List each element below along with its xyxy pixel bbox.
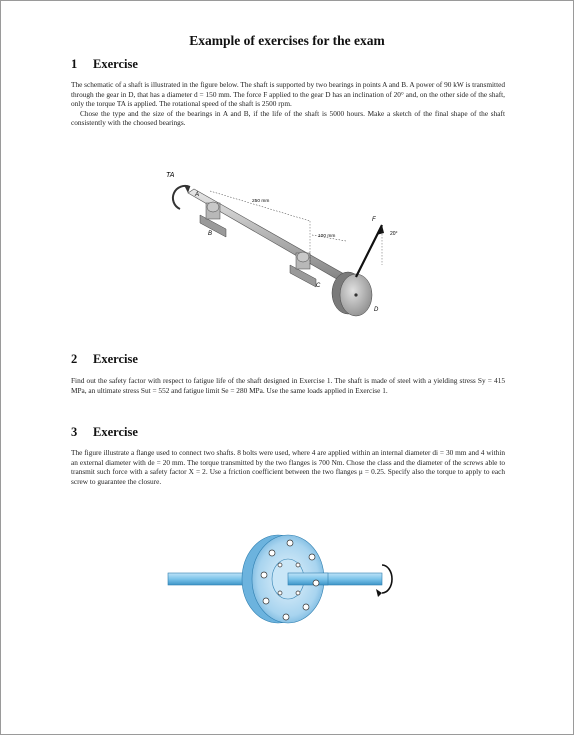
exercise-1-number: 1 bbox=[71, 57, 78, 71]
dim-100-label: 100 mm bbox=[318, 234, 336, 239]
exercise-1-heading bbox=[71, 57, 138, 72]
point-a-label: A bbox=[195, 192, 200, 198]
exercise-2-title: Exercise bbox=[93, 352, 138, 366]
exercise-2-heading bbox=[71, 352, 138, 367]
point-d-label: D bbox=[374, 307, 379, 313]
point-b-label: B bbox=[208, 231, 213, 237]
exercise-1-text bbox=[71, 80, 505, 128]
page-title: Example of exercises for the exam bbox=[189, 33, 385, 48]
exercise-2-paragraph: Find out the safety factor with respect to fatigue life of the shaft designed in Exercise 1. The shaft is made of steel with a yielding stress Sy = 415 MPa, an ultimate stress Sut = 552 and fatigue limit Se = 280 MPa. Use the same loads applied in Exercise 1. bbox=[71, 376, 505, 395]
dimension-line-250 bbox=[210, 191, 310, 221]
shaft-figure bbox=[160, 165, 420, 325]
exercise-1-paragraph-2: Chose the type and the size of the bearings in A and B, if the life of the shaft is 5000 hours. Make a sketch of the final shape of the shaft consistently with the choosed bearings. bbox=[71, 108, 505, 128]
exercise-3-paragraph: The figure illustrate a flange used to connect two shafts. 8 bolts were used, where 4 are applied within an internal diameter di = 30 mm and 4 within an external diameter with de = 20 mm. The torque transmitted by the two flanges is 700 Nm. Chose the class and the diameter of the screws able to transmit such force with a safety factor X = 2. Use a friction coefficient between the two flanges μ = 0.25. Specify also the torque to apply to each screw to guarantee the closure. bbox=[71, 448, 505, 486]
torque-label: TA bbox=[166, 172, 175, 179]
torque-arrow-icon bbox=[382, 565, 392, 593]
angle-label: 20° bbox=[390, 231, 398, 237]
exercise-3-title: Exercise bbox=[93, 425, 138, 439]
exercise-3-text bbox=[71, 448, 505, 486]
force-label: F bbox=[372, 217, 376, 223]
flange-figure bbox=[160, 525, 420, 635]
exercise-3-number: 3 bbox=[71, 425, 78, 439]
exercise-1-title: Exercise bbox=[93, 57, 138, 71]
exercise-1-paragraph-1: The schematic of a shaft is illustrated in the figure below. The shaft is supported by two bearings in points A and B. A power of 90 kW is transmitted through the gear in D, that has a diameter d = 150 mm. The force F applied to the gear D has an inclination of 20° and, on the other side of the shaft, only the torque TA is applied. The rotational speed of the shaft is 2500 rpm. bbox=[71, 80, 505, 109]
dim-250-label: 250 mm bbox=[252, 199, 270, 204]
exercise-2-number: 2 bbox=[71, 352, 78, 366]
point-c-label: C bbox=[316, 283, 321, 289]
exercise-2-text bbox=[71, 376, 505, 395]
exercise-3-heading bbox=[71, 425, 138, 440]
